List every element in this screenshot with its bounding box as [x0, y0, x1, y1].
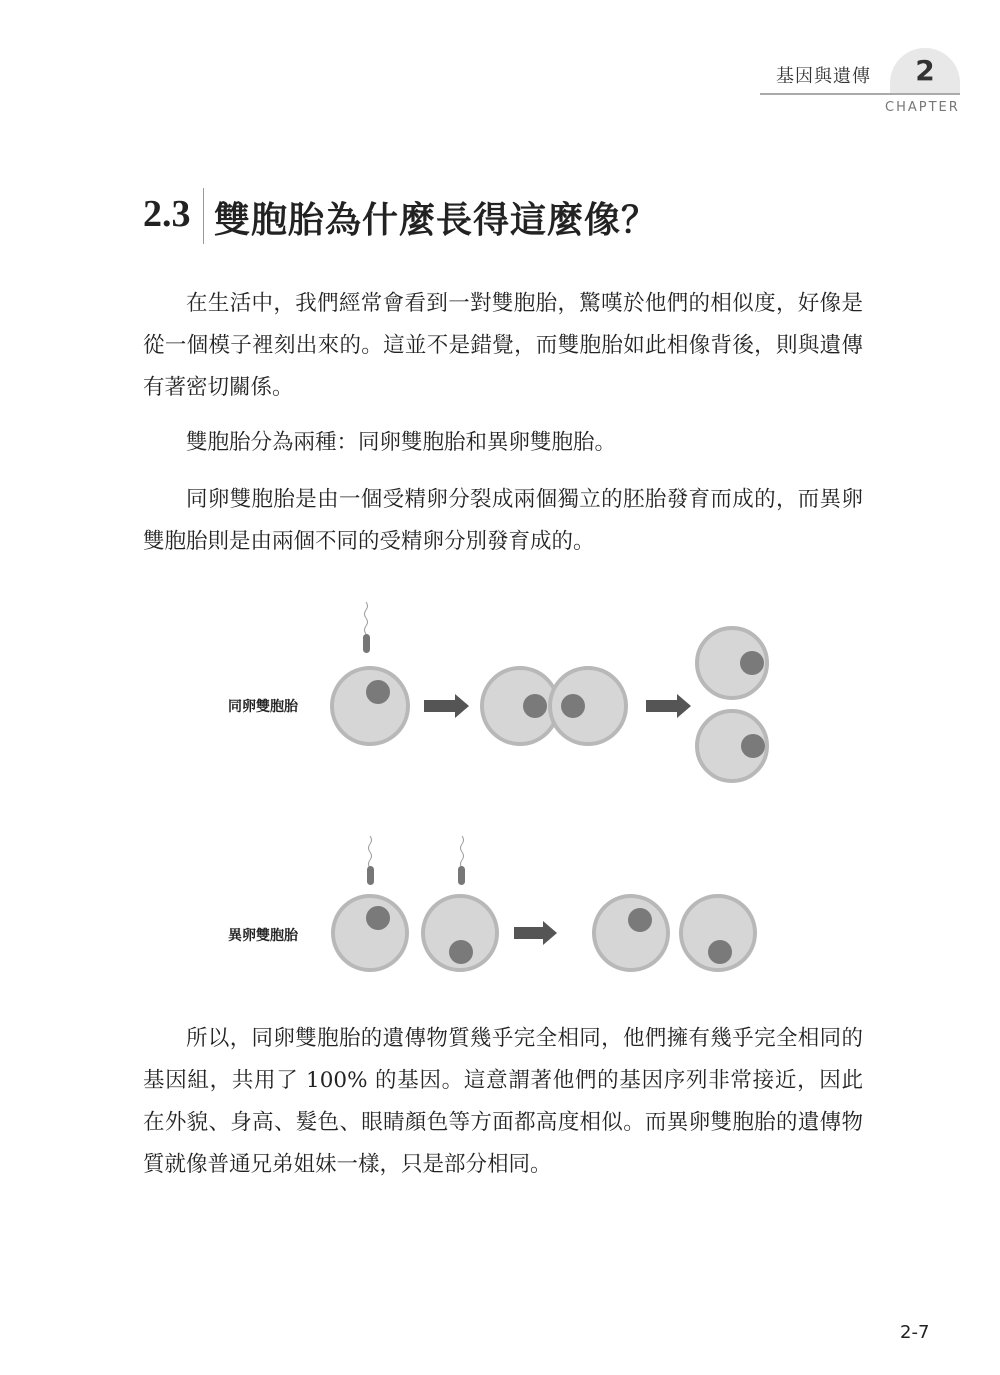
embryo-cell: [697, 628, 767, 698]
fraternal-twins-label: 異卵雙胞胎: [228, 928, 298, 944]
identical-twins-label: 同卵雙胞胎: [228, 699, 298, 715]
section-number: 2.3: [143, 193, 191, 235]
embryo-cell: [594, 896, 668, 970]
arrow-icon: [514, 921, 557, 945]
sperm-icon: [363, 602, 370, 653]
fertilized-egg-cell: [423, 896, 497, 970]
fertilized-egg-cell: [332, 668, 408, 744]
sperm-icon: [458, 836, 465, 885]
page-number: 2-7: [900, 1322, 930, 1343]
embryo-cell: [697, 711, 767, 781]
sperm-icon: [367, 836, 374, 885]
arrow-icon: [646, 694, 691, 718]
arrow-icon: [424, 694, 469, 718]
section-title: 雙胞胎為什麼長得這麼像？: [214, 199, 659, 241]
embryo-cell: [681, 896, 755, 970]
fertilized-egg-cell: [333, 896, 407, 970]
dividing-cell: [482, 668, 626, 744]
paragraph-2: 雙胞胎分為兩種：同卵雙胞胎和異卵雙胞胎。: [186, 430, 617, 455]
chapter-number: 2: [915, 54, 935, 87]
paragraph-1: 在生活中，我們經常會看到一對雙胞胎，驚嘆於他們的相似度，好像是從一個模子裡刻出來的。這並不是錯覺，而雙胞胎如此相像背後，則與遺傳有著密切關係。: [143, 291, 863, 400]
paragraph-3: 同卵雙胞胎是由一個受精卵分裂成兩個獨立的胚胎發育而成的，而異卵雙胞胎則是由兩個不同的受精卵分別發育成的。: [143, 487, 863, 554]
paragraph-4: 所以，同卵雙胞胎的遺傳物質幾乎完全相同，他們擁有幾乎完全相同的基因組，共用了 100% 的基因。這意謂著他們的基因序列非常接近，因此在外貌、身高、髮色、眼睛顏色等方面都高度相似。而異卵雙胞胎的遺傳物質就像普通兄弟姐妹一樣，只是部分相同。: [143, 1026, 863, 1177]
chapter-label: CHAPTER: [885, 100, 960, 115]
running-title: 基因與遺傳: [776, 66, 871, 87]
